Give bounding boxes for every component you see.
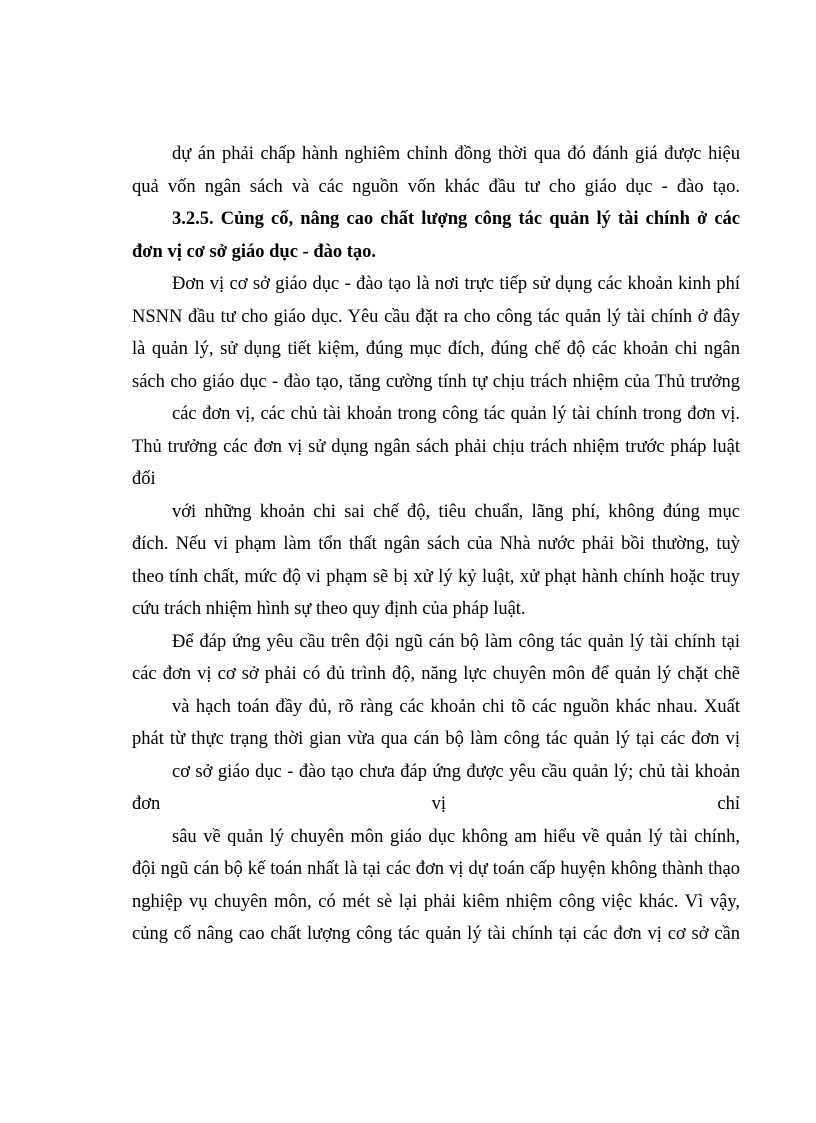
text-line: dự án phải chấp hành nghiêm chỉnh đồng thời qua đó đánh giá được hiệu (172, 144, 740, 164)
text-line: đích. Nếu vi phạm làm tổn thất ngân sách của Nhà nước phải bồi thường, tuỳ (132, 534, 740, 554)
text-line: sách cho giáo dục - đào tạo, tăng cường tính tự chịu trách nhiệm của Thủ trưởng (132, 371, 740, 392)
text-line: sâu về quản lý chuyên môn giáo dục không am hiểu về quản lý tài chính, (172, 826, 740, 847)
text-line: phát từ thực trạng thời gian vừa qua cán bộ làm công tác quản lý tại các đơn vị (132, 729, 740, 749)
text-line: đội ngũ cán bộ kế toán nhất là tại các đơn vị dự toán cấp huyện không thành thạo (132, 859, 740, 879)
text-line: củng cố nâng cao chất lượng công tác quản lý tài chính tại các đơn vị cơ sở cần (132, 924, 740, 944)
text-line: quả vốn ngân sách và các nguồn vốn khác đầu tư cho giáo dục - đào tạo. (132, 176, 740, 197)
text-line: Để đáp ứng yêu cầu trên đội ngũ cán bộ làm công tác quản lý tài chính tại (172, 631, 740, 652)
section-heading: 3.2.5. Củng cố, nâng cao chất lượng công tác quản lý tài chính ở các (172, 209, 740, 229)
body-text (132, 138, 740, 951)
text-line: các đơn vị, các chủ tài khoản trong công tác quản lý tài chính trong đơn vị. (172, 404, 740, 424)
text-line: với những khoản chi sai chế độ, tiêu chuẩn, lãng phí, không đúng mục (172, 501, 740, 522)
text-line: nghiệp vụ chuyên môn, có mét sè lại phải kiêm nhiệm công việc khác. Vì vậy, (132, 891, 740, 912)
spread-line (132, 788, 740, 821)
text-line: đối (132, 469, 156, 489)
text-line: là quản lý, sử dụng tiết kiệm, đúng mục đích, đúng chế độ các khoản chi ngân (132, 339, 740, 359)
spread-word: vị (431, 794, 447, 814)
text-line: Đơn vị cơ sở giáo dục - đào tạo là nơi trực tiếp sử dụng các khoản kinh phí (172, 274, 740, 294)
text-line: Thủ trưởng các đơn vị sử dụng ngân sách phải chịu trách nhiệm trước pháp luật (132, 436, 740, 457)
text-line: theo tính chất, mức độ vi phạm sẽ bị xử lý kỷ luật, xử phạt hành chính hoặc truy (132, 566, 740, 587)
section-heading-cont: đơn vị cơ sở giáo dục - đào tạo. (132, 241, 377, 262)
text-line: và hạch toán đầy đủ, rõ ràng các khoản chi tõ các nguồn khác nhau. Xuất (172, 696, 740, 717)
text-line: cứu trách nhiệm hình sự theo quy định của pháp luật. (132, 599, 526, 619)
spread-word: chỉ (717, 794, 740, 814)
text-line: NSNN đầu tư cho giáo dục. Yêu cầu đặt ra cho công tác quản lý tài chính ở đây (132, 306, 740, 327)
text-line: cơ sở giáo dục - đào tạo chưa đáp ứng được yêu cầu quản lý; chủ tài khoản (172, 761, 740, 782)
spread-word: đơn (132, 794, 161, 814)
text-line: các đơn vị cơ sở phải có đủ trình độ, năng lực chuyên môn để quản lý chặt chẽ (132, 664, 740, 684)
